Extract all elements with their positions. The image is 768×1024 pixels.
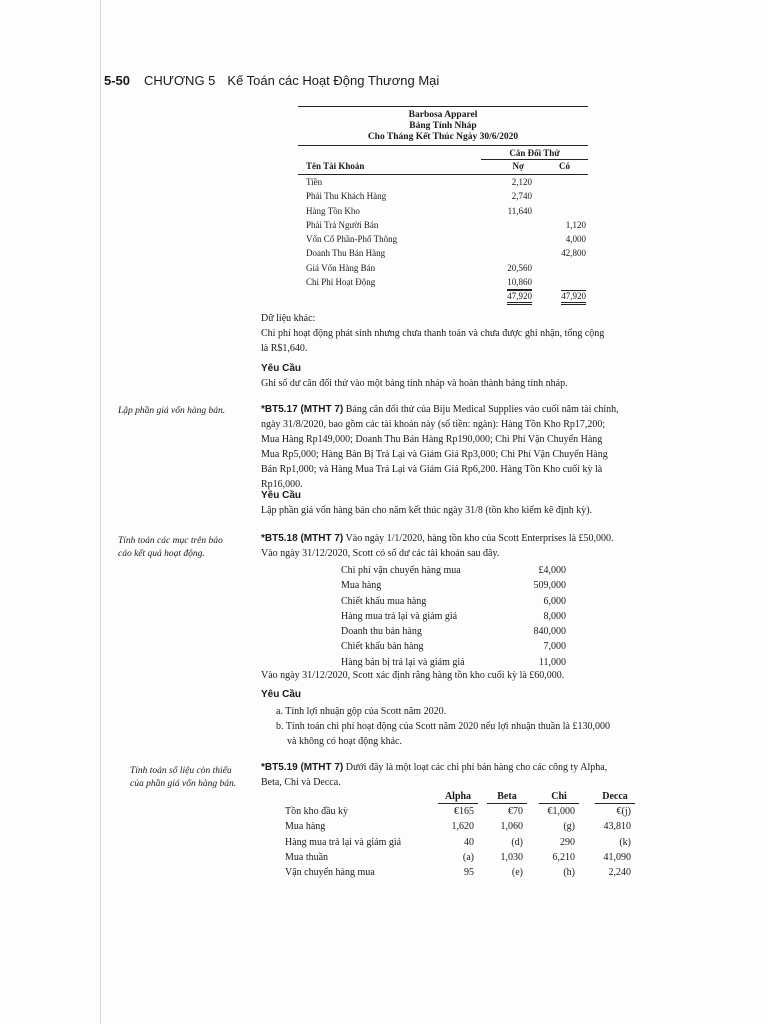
bt518-item-label: Chiết khấu mua hàng: [341, 595, 427, 607]
tb-row-account: Vốn Cổ Phần-Phổ Thông: [306, 234, 398, 245]
tb-row-account: Giá Vốn Hàng Bán: [306, 262, 376, 273]
bt518-item-value: 509,000: [533, 580, 566, 592]
bt519-col-header: Beta: [487, 791, 527, 804]
bt519-row: [285, 804, 645, 819]
bt519-row: [285, 819, 645, 834]
bt517-side-note: Lập phần giá vốn hàng bán.: [118, 406, 226, 416]
tb-row-credit: 4,000: [565, 234, 586, 245]
bt517-line-2: Mua Hàng Rp149,000; Doanh Thu Bán Hàng Rp190,000; Chi Phí Vận Chuyển Hàng: [261, 434, 603, 445]
tb-rows: [298, 175, 588, 289]
bt519-row-label: Tồn kho đầu kỳ: [285, 806, 349, 818]
top-rule: [298, 106, 588, 107]
tb-col-credit: Có: [559, 161, 570, 171]
tb-total-row: [298, 289, 588, 303]
tb-row-account: Phải Trả Người Bán: [306, 219, 379, 230]
req1-text: Ghi số dư cân đối thử vào một bảng tính nháp và hoàn thành bảng tính nháp.: [261, 378, 568, 389]
bt518-side-note-1: Tính toán các mục trên báo: [118, 536, 223, 546]
bt519-cell: €(j): [616, 806, 631, 818]
tb-row-account: Chi Phí Hoạt Động: [306, 277, 376, 288]
other-data-heading: Dữ liệu khác:: [261, 313, 316, 324]
bt518-req-a: a. Tính lợi nhuận gộp của Scott năm 2020.: [276, 706, 447, 717]
tb-row-debit: 2,740: [511, 191, 532, 202]
bt518-item: [341, 624, 566, 639]
bt517-line-1: ngày 31/8/2020, bao gồm các tài khoản này (số tiền: ngàn): Hàng Tồn Kho Rp17,200;: [261, 419, 606, 430]
bt519-cell: 41,090: [603, 851, 631, 863]
tb-name: Bảng Tính Nháp: [409, 121, 477, 131]
bt519-row: [285, 850, 645, 865]
bt518-item-value: 11,000: [538, 656, 566, 668]
tb-col-debit: Nợ: [512, 161, 524, 171]
bt518-body: [261, 531, 641, 561]
bt518-item-label: Hàng bán bị trả lại và giảm giá: [341, 656, 465, 668]
tb-row: [298, 246, 588, 260]
bt518-req-b1: b. Tính toán chi phí hoạt động của Scott năm 2020 nếu lợi nhuận thuần là £130,000: [276, 721, 610, 732]
bt519-cell: 43,810: [603, 821, 631, 833]
tb-group-header: Cân Đối Thử: [481, 148, 588, 160]
bt518-req-b2: và không có hoạt động khác.: [287, 736, 402, 747]
bt518-item-value: 8,000: [543, 610, 566, 622]
bt519-cell: 1,060: [500, 821, 523, 833]
bt519-body: [261, 760, 641, 790]
bt518-item-label: Chiết khấu bán hàng: [341, 641, 424, 653]
bt518-side-note-2: cáo kết quả hoạt động.: [118, 549, 205, 559]
bt517-req-heading: Yêu Cầu: [261, 490, 302, 501]
bt518-item: [341, 609, 566, 624]
page-margin-line: [100, 0, 101, 1024]
bt519-row-label: Mua thuần: [285, 851, 329, 863]
bt517-code: *BT5.17 (MTHT 7): [261, 404, 344, 415]
bt519-cell: 6,210: [552, 851, 575, 863]
bt519-row: [285, 865, 645, 880]
tb-row-account: Doanh Thu Bán Hàng: [306, 248, 386, 259]
tb-col-account: Tên Tài Khoản: [306, 161, 365, 171]
tb-row-debit: 20,560: [507, 262, 532, 273]
tb-total-debit: 47,920: [507, 290, 532, 305]
bt518-item-value: 840,000: [533, 626, 566, 638]
bt519-row: [285, 835, 645, 850]
other-data: [261, 311, 641, 356]
bt519-side-note: [130, 765, 236, 791]
tb-row-debit: 10,860: [507, 275, 532, 290]
bt519-cell: (d): [511, 836, 523, 848]
bt518-item: [341, 639, 566, 654]
bt519-cell: (g): [563, 821, 575, 833]
bt519-col-header: Decca: [595, 791, 635, 804]
bt517-line-4: Bán Rp1,000; và Hàng Mua Trả Lại và Giảm Giá Rp6,200. Hàng Tồn Kho cuối kỳ là: [261, 464, 603, 475]
other-data-line2: là R$1,640.: [261, 343, 308, 354]
bt519-row-label: Mua hàng: [285, 821, 326, 833]
bt518-item-label: Hàng mua trả lại và giảm giá: [341, 610, 458, 622]
bt518-req: [276, 704, 656, 749]
bt517-line-3: Mua Rp5,000; Hàng Bán Bị Trả Lại và Giảm Giá Rp3,000; Chi Phí Vận Chuyển Hàng: [261, 449, 608, 460]
tb-row: [298, 218, 588, 232]
bt519-code: *BT5.19 (MTHT 7): [261, 762, 344, 773]
bt518-item-label: Doanh thu bán hàng: [341, 626, 422, 638]
bt518-item-label: Chi phí vận chuyển hàng mua: [341, 565, 461, 576]
bt518-after: Vào ngày 31/12/2020, Scott xác định rằng hàng tồn kho cuối kỳ là £60,000.: [261, 670, 565, 681]
tb-row: [298, 204, 588, 218]
other-data-line1: Chi phí hoạt động phát sinh nhưng chưa thanh toán và chưa được ghi nhận, tổng cộng: [261, 328, 605, 339]
tb-row-debit: 2,120: [511, 177, 532, 187]
bt519-cell: 1,030: [500, 851, 523, 863]
bt519-row-label: Hàng mua trả lại và giảm giá: [285, 836, 402, 848]
tb-period: Cho Tháng Kết Thúc Ngày 30/6/2020: [367, 132, 519, 142]
bt518-item: [341, 563, 566, 578]
tb-row: [298, 275, 588, 289]
bt519-cell: 1,620: [451, 821, 474, 833]
bt517-req-text: Lập phần giá vốn hàng bán cho năm kết thúc ngày 31/8 (tồn kho kiểm kê định kỳ).: [261, 505, 593, 516]
trial-balance: [298, 106, 588, 304]
page-number: 5-50: [104, 73, 131, 88]
bt519-line1: Dưới đây là một loạt các chi phí bán hàng cho các công ty Alpha,: [343, 762, 608, 773]
bt518-account-list: [341, 563, 566, 670]
tb-row: [298, 189, 588, 203]
bt519-cell: (e): [511, 866, 523, 878]
bt519-cell: (h): [563, 866, 575, 878]
tb-row-credit: 42,800: [561, 248, 586, 259]
bt518-code: *BT5.18 (MTHT 7): [261, 533, 344, 544]
bt517-line-0: Bảng cân đối thử của Biju Medical Supplies vào cuối năm tài chính,: [343, 404, 619, 415]
bt519-side-note-1: Tính toán số liệu còn thiếu: [130, 766, 232, 776]
bt518-item: [341, 578, 566, 593]
bt518-item-value: 6,000: [543, 595, 566, 607]
bt518-side-note: [118, 535, 223, 561]
bt519-cell: (a): [462, 851, 474, 863]
chapter-title: Kế Toán các Hoạt Động Thương Mại: [227, 73, 440, 88]
tb-row-credit: 1,120: [565, 219, 586, 230]
tb-total-credit: 47,920: [561, 290, 586, 305]
bt519-table: [285, 789, 645, 880]
page-header: [104, 73, 439, 89]
bt519-cell: €70: [508, 806, 523, 818]
bt518-item-value: 7,000: [543, 641, 566, 653]
tb-row-account: Tiền: [306, 177, 323, 187]
bt519-col-header: Chi: [539, 791, 579, 804]
bt518-req-heading: Yêu Cầu: [261, 689, 302, 700]
tb-row: [298, 175, 588, 189]
bt519-header-row: [285, 789, 645, 804]
bt519-cell: (k): [619, 836, 631, 848]
bt518-item-value: £4,000: [538, 565, 566, 576]
bt519-cell: €165: [454, 806, 474, 818]
req1-heading: Yêu Cầu: [261, 363, 302, 374]
bt519-cell: 290: [560, 836, 575, 848]
bt519-side-note-2: của phần giá vốn hàng bán.: [130, 779, 237, 789]
bt518-item-label: Mua hàng: [341, 580, 382, 592]
bt519-cell: €1,000: [547, 806, 575, 818]
bt519-row-label: Vận chuyển hàng mua: [285, 866, 375, 878]
bt519-col-header: Alpha: [438, 791, 478, 804]
bt519-cell: 40: [464, 836, 474, 848]
tb-row-debit: 11,640: [507, 205, 532, 216]
tb-row: [298, 261, 588, 275]
tb-row-account: Phải Thu Khách Hàng: [306, 191, 387, 202]
bt518-item: [341, 594, 566, 609]
bt518-line2: Vào ngày 31/12/2020, Scott có số dư các tài khoản sau đây.: [261, 548, 500, 559]
bt519-line2: Beta, Chi và Decca.: [261, 777, 341, 788]
bt517-body: [261, 402, 641, 492]
tb-row: [298, 232, 588, 246]
bt517-line-5: Rp16,000.: [261, 479, 303, 490]
bt519-cell: 2,240: [608, 866, 631, 878]
bt518-line1: Vào ngày 1/1/2020, hàng tồn kho của Scott Enterprises là £50,000.: [343, 533, 614, 544]
chapter-label: CHƯƠNG 5: [144, 73, 216, 88]
tb-row-account: Hàng Tồn Kho: [306, 205, 360, 216]
bt519-cell: 95: [464, 866, 474, 878]
tb-company: Barbosa Apparel: [408, 110, 478, 120]
